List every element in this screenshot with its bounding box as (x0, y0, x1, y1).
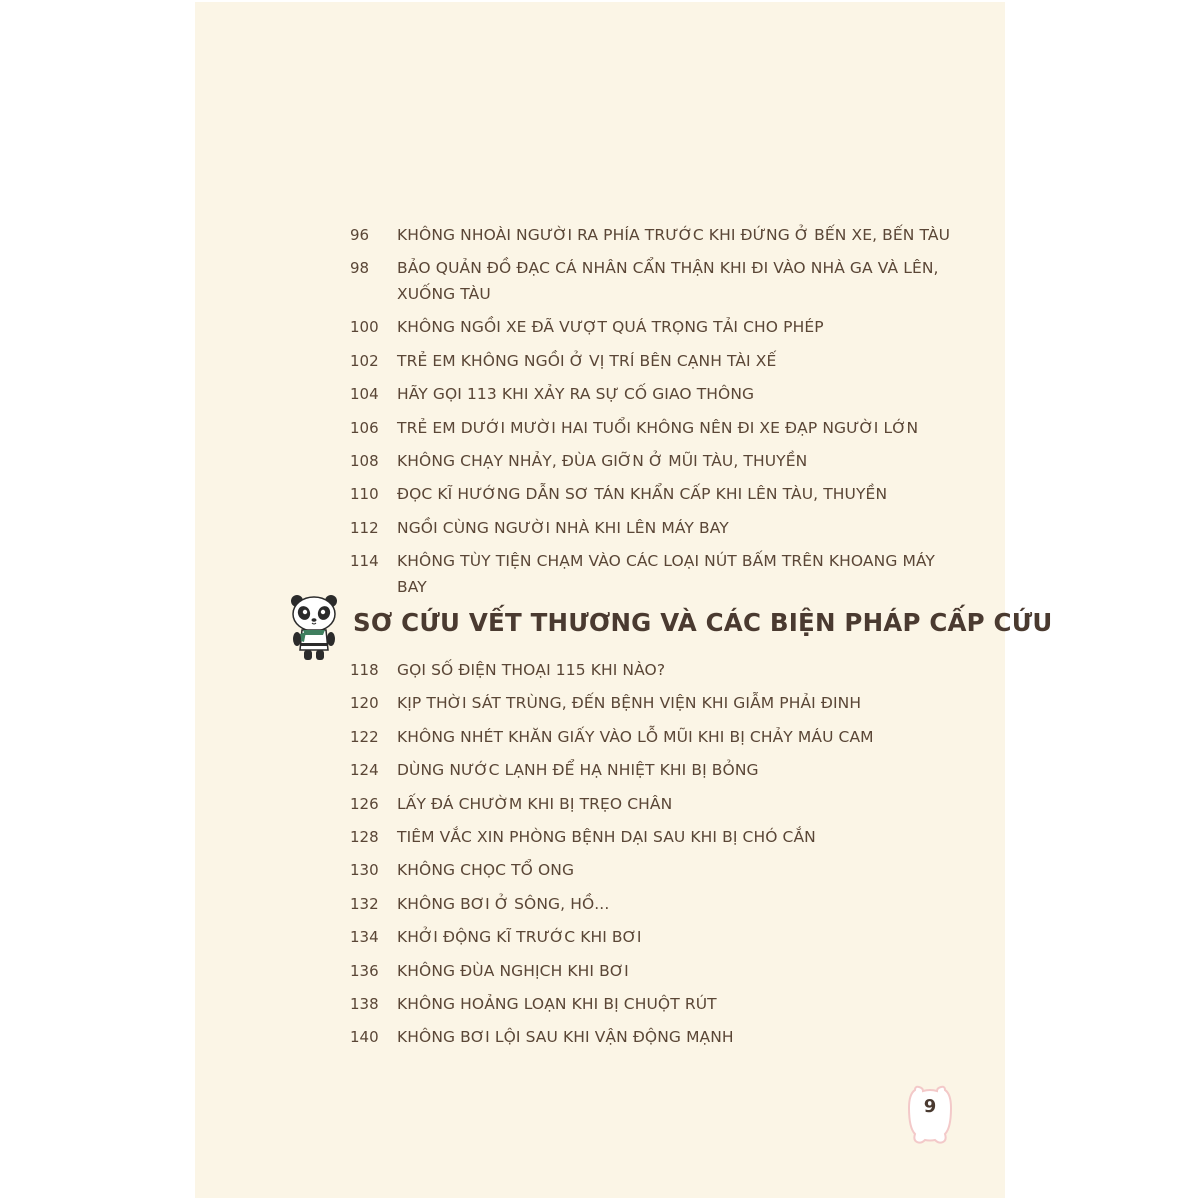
toc-title: KHÔNG CHẠY NHẢY, ĐÙA GIỠN Ở MŨI TÀU, THUYỀN (397, 451, 808, 470)
toc-page-number: 136 (350, 961, 379, 980)
toc-entry (350, 548, 950, 597)
toc-title: TRẺ EM KHÔNG NGỒI Ở VỊ TRÍ BÊN CẠNH TÀI XẾ (397, 351, 777, 370)
toc-entry (350, 724, 950, 757)
toc-page-number: 98 (350, 259, 370, 278)
toc-page-number: 102 (350, 351, 379, 370)
toc-entry (350, 924, 950, 957)
toc-page-number: 138 (350, 994, 379, 1013)
toc-title: TIÊM VẮC XIN PHÒNG BỆNH DẠI SAU KHI BỊ CHÓ CẮN (397, 827, 816, 846)
toc-entry (350, 824, 950, 857)
toc-page-number: 140 (350, 1028, 379, 1047)
toc-title: KỊP THỜI SÁT TRÙNG, ĐẾN BỆNH VIỆN KHI GIẪM PHẢI ĐINH (397, 694, 862, 713)
toc-title-line: XUỐNG TÀU (397, 285, 491, 304)
toc-entry (350, 515, 950, 548)
toc-entry (350, 857, 950, 890)
toc-title: LẤY ĐÁ CHƯỜM KHI BỊ TRẸO CHÂN (397, 794, 673, 813)
toc-entry (350, 690, 950, 723)
toc-entry (350, 255, 950, 314)
toc-title: HÃY GỌI 113 KHI XẢY RA SỰ CỐ GIAO THÔNG (397, 385, 755, 404)
toc-entry (350, 415, 950, 448)
panda-icon (286, 592, 342, 664)
toc-entry (350, 348, 950, 381)
toc-title: KHÔNG TÙY TIỆN CHẠM VÀO CÁC LOẠI NÚT BẤM TRÊN KHOANG MÁY BAY (397, 552, 936, 597)
toc-entry (350, 448, 950, 481)
toc-page-number: 128 (350, 827, 379, 846)
toc-list-first-aid (350, 657, 950, 1058)
toc-title: KHÔNG ĐÙA NGHỊCH KHI BƠI (397, 961, 629, 980)
toc-page-number: 118 (350, 661, 379, 679)
toc-page-number: 110 (350, 485, 379, 504)
toc-page-number: 134 (350, 928, 379, 947)
toc-page-number: 104 (350, 385, 379, 404)
toc-title: KHÔNG BƠI Ở SÔNG, HỒ... (397, 894, 610, 913)
toc-entry (350, 991, 950, 1024)
toc-title: ĐỌC KĨ HƯỚNG DẪN SƠ TÁN KHẨN CẤP KHI LÊN TÀU, THUYỀN (397, 485, 888, 504)
toc-entry (350, 314, 950, 347)
page-number: 9 (923, 1096, 937, 1117)
toc-entry (350, 791, 950, 824)
toc-title-line: BẢO QUẢN ĐỒ ĐẠC CÁ NHÂN CẨN THẬN KHI ĐI VÀO NHÀ GA VÀ LÊN, (397, 259, 939, 278)
toc-title: GỌI SỐ ĐIỆN THOẠI 115 KHI NÀO? (397, 661, 666, 679)
toc-page-number: 126 (350, 794, 379, 813)
toc-entry (350, 1024, 950, 1057)
toc-entry (350, 381, 950, 414)
toc-title: KHÔNG NHÉT KHĂN GIẤY VÀO LỖ MŨI KHI BỊ CHẢY MÁU CAM (397, 727, 874, 746)
toc-page-number: 114 (350, 552, 379, 571)
toc-page-number: 112 (350, 518, 379, 537)
toc-title: KHÔNG NHOÀI NGƯỜI RA PHÍA TRƯỚC KHI ĐỨNG Ở BẾN XE, BẾN TÀU (397, 226, 951, 244)
toc-entry (350, 657, 950, 690)
toc-title: KHÔNG NGỒI XE ĐÃ VƯỢT QUÁ TRỌNG TẢI CHO PHÉP (397, 318, 824, 337)
toc-title: KHÔNG HOẢNG LOẠN KHI BỊ CHUỘT RÚT (397, 994, 717, 1013)
toc-page-number: 130 (350, 861, 379, 880)
toc-title: TRẺ EM DƯỚI MƯỜI HAI TUỔI KHÔNG NÊN ĐI XE ĐẠP NGƯỜI LỚN (397, 418, 919, 437)
toc-title: KHÔNG BƠI LỘI SAU KHI VẬN ĐỘNG MẠNH (397, 1028, 734, 1047)
toc-title: DÙNG NƯỚC LẠNH ĐỂ HẠ NHIỆT KHI BỊ BỎNG (397, 761, 759, 780)
toc-title: KHỞI ĐỘNG KĨ TRƯỚC KHI BƠI (397, 928, 642, 947)
toc-page-number: 132 (350, 894, 379, 913)
section-heading: SƠ CỨU VẾT THƯƠNG VÀ CÁC BIỆN PHÁP CẤP CỨU (353, 608, 1053, 637)
toc-entry (350, 891, 950, 924)
toc-title: NGỒI CÙNG NGƯỜI NHÀ KHI LÊN MÁY BAY (397, 518, 729, 537)
toc-page-number: 108 (350, 451, 379, 470)
toc-entry (350, 757, 950, 790)
toc-title (397, 255, 950, 307)
toc-title: KHÔNG CHỌC TỔ ONG (397, 861, 575, 880)
toc-entry (350, 222, 950, 255)
toc-page-number: 124 (350, 761, 379, 780)
toc-entry (350, 481, 950, 514)
page-number-badge (905, 1084, 955, 1146)
toc-entry (350, 958, 950, 991)
toc-page-number: 96 (350, 226, 370, 244)
toc-page-number: 120 (350, 694, 379, 713)
toc-page-number: 106 (350, 418, 379, 437)
toc-page-number: 100 (350, 318, 379, 337)
toc-list-transport (350, 222, 951, 597)
toc-page-number: 122 (350, 727, 379, 746)
